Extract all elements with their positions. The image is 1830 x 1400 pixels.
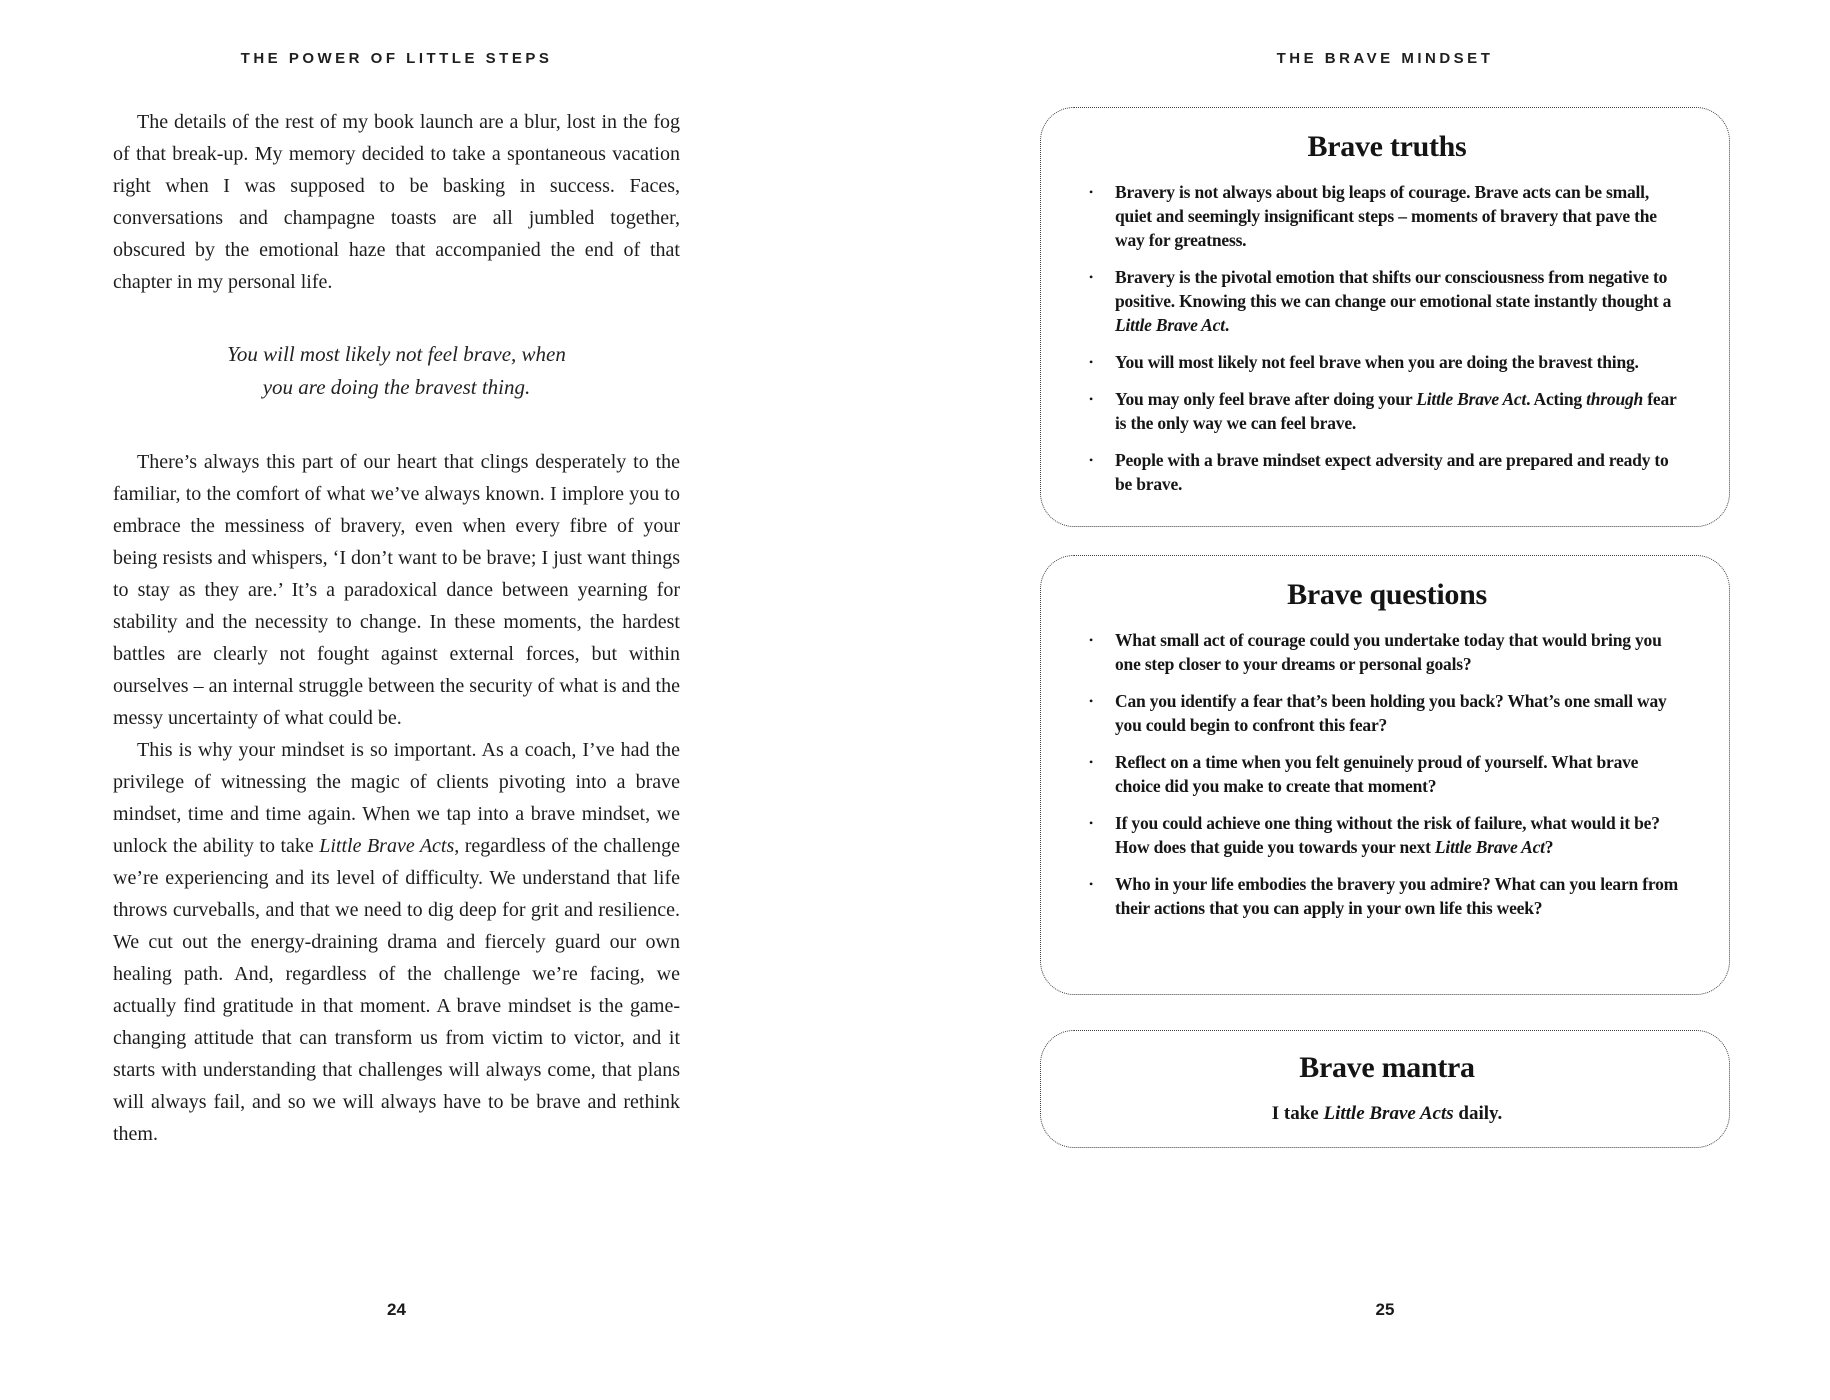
bullet-text: You will most likely not feel brave when you are doing the bravest thing.: [1115, 352, 1639, 372]
bullet-item: [1087, 387, 1687, 435]
bullet-text: Who in your life embodies the bravery you admire? What can you learn from their actions that you can apply in your own life this week?: [1115, 874, 1679, 918]
bullet-item: [1087, 811, 1687, 859]
bullet-text: Bravery is the pivotal emotion that shifts our consciousness from negative to positive. Knowing this we can change our emotional state instantly thought a Little Brave Act.: [1115, 267, 1672, 335]
bullet-item: [1087, 265, 1687, 337]
pull-quote-line-1: You will most likely not feel brave, when: [227, 342, 566, 366]
brave-truths-box: [1040, 107, 1730, 527]
bullet-item: [1087, 872, 1687, 920]
bullet-item: [1087, 750, 1687, 798]
bullet-text: You may only feel brave after doing your Little Brave Act. Acting through fear is the only way we can feel brave.: [1115, 389, 1677, 433]
paragraph-1: The details of the rest of my book launch are a blur, lost in the fog of that break-up. My memory decided to take a spontaneous vacation right when I was supposed to be basking in success. Faces, conversations and champagne toasts are all jumbled together, obscured by the emotional haze that accompanied the end of that chapter in my personal life.: [113, 111, 680, 293]
bullet-text: Reflect on a time when you felt genuinely proud of yourself. What brave choice did you make to create that moment?: [1115, 752, 1639, 796]
bullet-dot-icon: •: [1089, 453, 1094, 467]
brave-questions-box: [1040, 555, 1730, 995]
bullet-item: [1087, 448, 1687, 496]
bullet-item: [1087, 628, 1687, 676]
bullet-dot-icon: •: [1089, 694, 1094, 708]
bullet-text: Can you identify a fear that’s been holding you back? What’s one small way you could begin to confront this fear?: [1115, 691, 1667, 735]
brave-mantra-title: Brave mantra: [1299, 1051, 1475, 1084]
mantra-text: I take Little Brave Acts daily.: [1271, 1103, 1503, 1124]
bullet-dot-icon: •: [1089, 185, 1094, 199]
bullet-dot-icon: •: [1089, 816, 1094, 830]
page-number-right: 25: [1375, 1300, 1395, 1319]
bullet-text: If you could achieve one thing without the risk of failure, what would it be? How does that guide you towards your next Little Brave Act?: [1115, 813, 1660, 857]
bullet-dot-icon: •: [1089, 270, 1094, 284]
body-text-column: [113, 106, 680, 1150]
bullet-dot-icon: •: [1089, 633, 1094, 647]
brave-mantra-box: [1040, 1030, 1730, 1148]
page-number-left: 24: [387, 1300, 406, 1319]
running-header-left: THE POWER OF LITTLE STEPS: [240, 50, 553, 67]
bullet-dot-icon: •: [1089, 755, 1094, 769]
pull-quote: [113, 338, 680, 404]
bullet-dot-icon: •: [1089, 355, 1094, 369]
brave-questions-title: Brave questions: [1287, 578, 1487, 611]
bullet-item: [1087, 180, 1687, 252]
running-header-right: THE BRAVE MINDSET: [1276, 50, 1494, 67]
bullet-text: People with a brave mindset expect adversity and are prepared and ready to be brave.: [1115, 450, 1669, 494]
bullet-text: What small act of courage could you undertake today that would bring you one step closer to your dreams or personal goals?: [1115, 630, 1662, 674]
bullet-text: Bravery is not always about big leaps of courage. Brave acts can be small, quiet and seemingly insignificant steps – moments of bravery that pave the way for greatness.: [1115, 182, 1657, 250]
bullet-dot-icon: •: [1089, 877, 1094, 891]
paragraph-2: There’s always this part of our heart that clings desperately to the familiar, to the comfort of what we’ve always known. I implore you to embrace the messiness of bravery, even when every fibre of your being resists and whispers, ‘I don’t want to be brave; I just want things to stay as they are.’ It’s a paradoxical dance between yearning for stability and the necessity to change. In these moments, the hardest battles are clearly not fought against external forces, but within ourselves – an internal struggle between the security of what is and the messy uncertainty of what could be.: [113, 451, 680, 729]
brave-truths-title: Brave truths: [1307, 130, 1467, 163]
bullet-item: [1087, 689, 1687, 737]
pull-quote-line-2: you are doing the bravest thing.: [262, 375, 531, 399]
paragraph-3: This is why your mindset is so important. As a coach, I’ve had the privilege of witnessing the magic of clients pivoting into a brave mindset, time and time again. When we tap into a brave mindset, we unlock the ability to take Little Brave Acts, regardless of the challenge we’re experiencing and its level of difficulty. We understand that life throws curveballs, and that we need to dig deep for grit and resilience. We cut out the energy-draining drama and fiercely guard our own healing path. And, regardless of the challenge we’re facing, we actually find gratitude in that moment. A brave mindset is the game-changing attitude that can transform us from victim to victor, and it starts with understanding that challenges will always come, that plans will always fail, and so we will always have to be brave and rethink them.: [113, 739, 680, 1145]
bullet-item: [1087, 350, 1687, 374]
bullet-dot-icon: •: [1089, 392, 1094, 406]
